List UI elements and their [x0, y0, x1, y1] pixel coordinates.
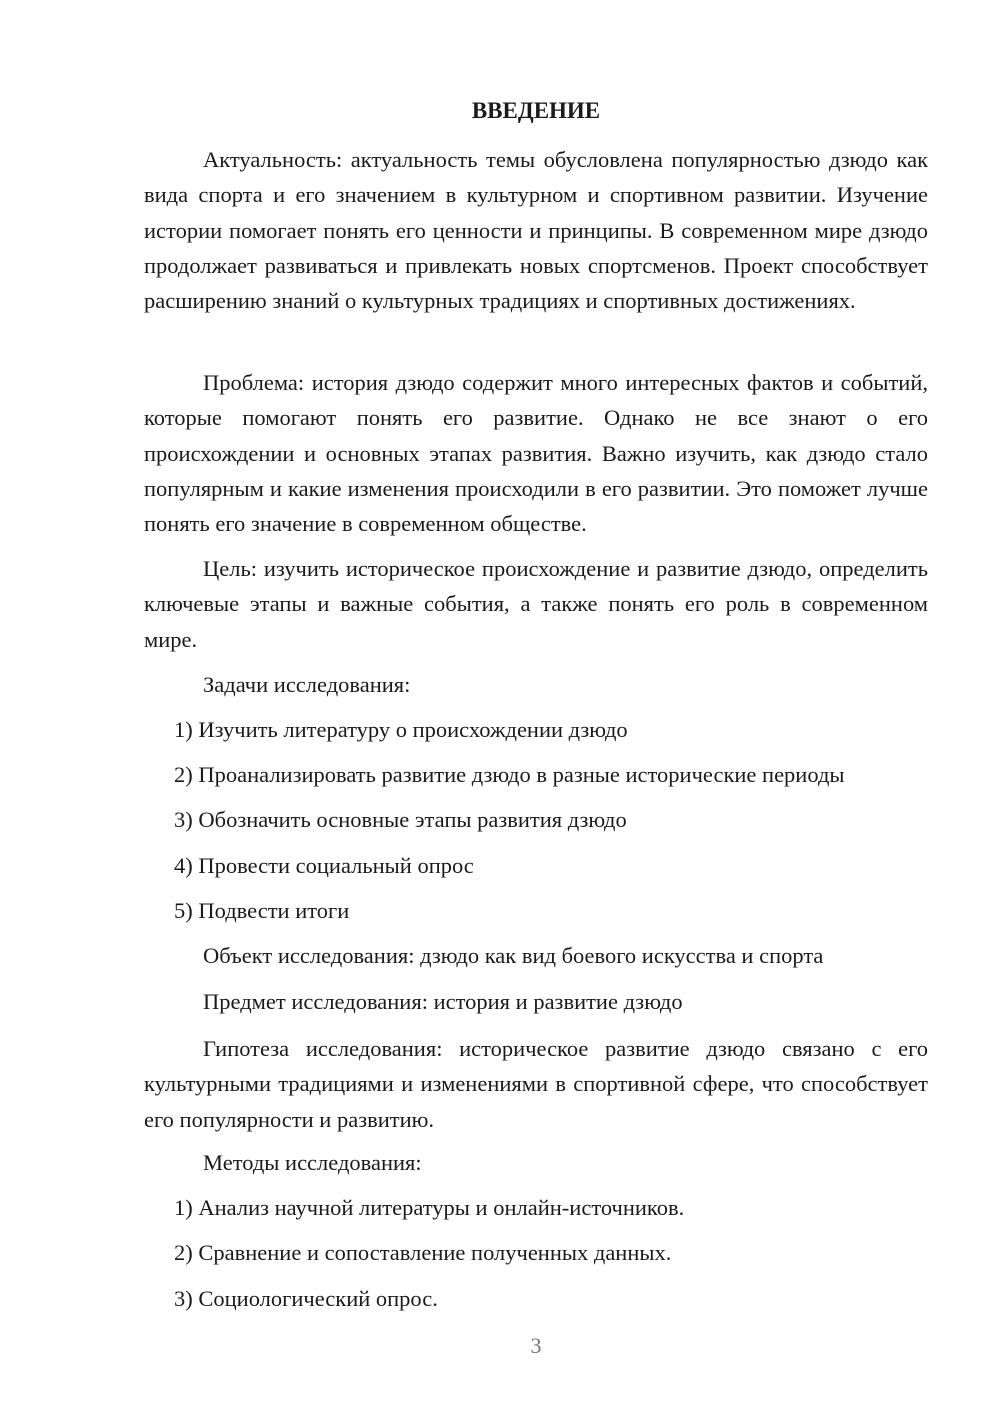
task-item: 1) Изучить литературу о происхождении дзюдо [174, 717, 628, 742]
methods-heading: Методы исследования: [203, 1150, 422, 1175]
task-item: 4) Провести социальный опрос [174, 853, 474, 878]
page-title: ВВЕДЕНИЕ [471, 98, 601, 123]
method-item: 3) Социологический опрос. [174, 1286, 438, 1311]
tasks-heading: Задачи исследования: [203, 672, 411, 697]
hypothesis-paragraph: Гипотеза исследования: историческое развитие дзюдо связано с его культурными традициями и изменениями в спортивной сфере, что способствует его популярности и развитию. [144, 1036, 928, 1132]
task-item: 3) Обозначить основные этапы развития дзюдо [174, 807, 627, 832]
research-object: Объект исследования: дзюдо как вид боевого искусства и спорта [203, 943, 824, 968]
task-item: 5) Подвести итоги [174, 898, 350, 923]
task-item: 2) Проанализировать развитие дзюдо в разные исторические периоды [174, 762, 845, 787]
problem-paragraph: Проблема: история дзюдо содержит много интересных фактов и событий, которые помогают понять его развитие. Однако не все знают о его происхождении и основных этапах развития. Важно изучить, как дзюдо стало популярным и какие изменения происходили в его развитии. Это поможет лучше понять его значение в современном обществе. [144, 370, 928, 537]
research-subject: Предмет исследования: история и развитие дзюдо [203, 989, 683, 1014]
relevance-paragraph: Актуальность: актуальность темы обусловлена популярностью дзюдо как вида спорта и его значением в культурном и спортивном развитии. Изучение истории помогает понять его ценности и принципы. В современном мире дзюдо продолжает развиваться и привлекать новых спортсменов. Проект способствует расширению знаний о культурных традициях и спортивных достижениях. [144, 147, 928, 314]
page-number: 3 [530, 1333, 542, 1358]
method-item: 1) Анализ научной литературы и онлайн-источников. [174, 1195, 685, 1220]
method-item: 2) Сравнение и сопоставление полученных данных. [174, 1240, 672, 1265]
goal-paragraph: Цель: изучить историческое происхождение и развитие дзюдо, определить ключевые этапы и важные события, а также понять его роль в современном мире. [144, 556, 928, 652]
